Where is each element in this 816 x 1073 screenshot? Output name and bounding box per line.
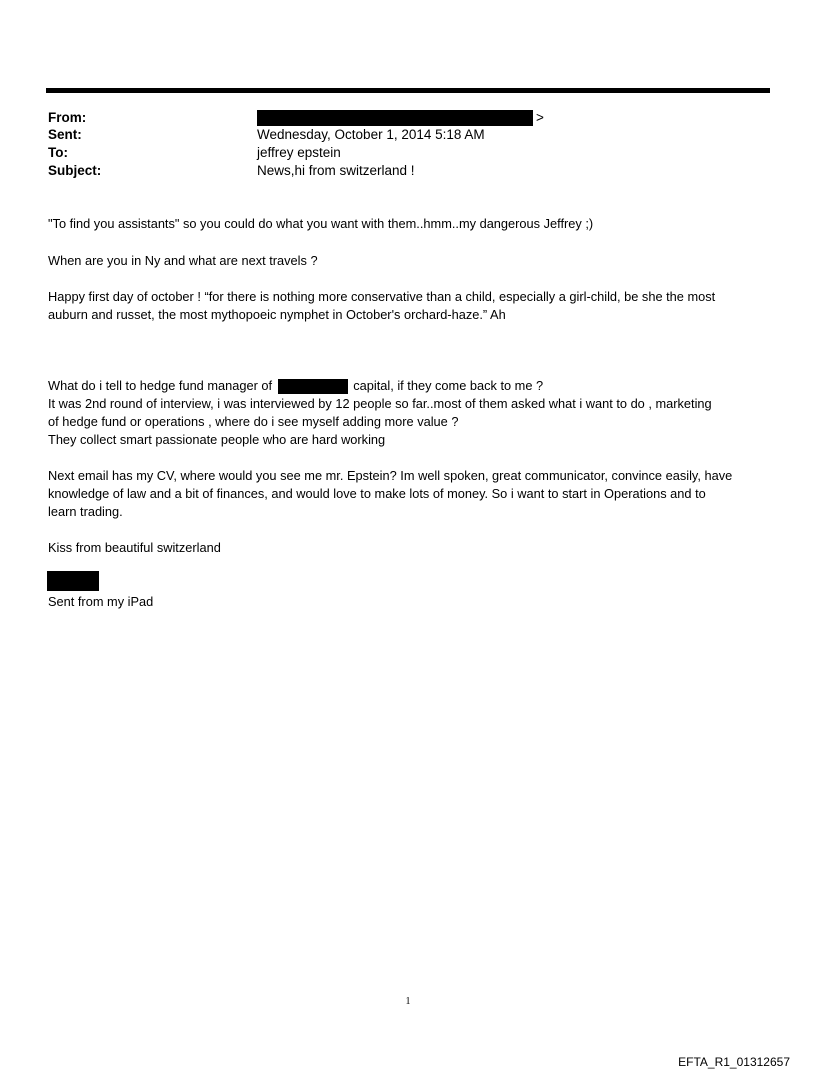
signature-redaction-block — [47, 571, 99, 591]
from-label: From: — [48, 110, 87, 125]
body-paragraph-4-line-1-post: capital, if they come back to me ? — [353, 378, 544, 393]
redaction-block — [278, 379, 348, 394]
to-value: jeffrey epstein — [257, 145, 341, 160]
body-paragraph-5-line-2: knowledge of law and a bit of finances, and would love to make lots of money. So i want to start in Operations and to — [48, 486, 706, 501]
body-paragraph-4-line-1-pre: What do i tell to hedge fund manager of — [48, 378, 273, 393]
body-paragraph-4-line-1 — [48, 377, 778, 395]
sent-label: Sent: — [48, 127, 82, 142]
body-paragraph-5-line-3: learn trading. — [48, 504, 123, 519]
redaction-block — [257, 110, 533, 126]
subject-value: News,hi from switzerland ! — [257, 163, 415, 178]
body-paragraph-5-line-1: Next email has my CV, where would you see me mr. Epstein? Im well spoken, great communicator, convince easily, have — [48, 468, 733, 483]
sent-value: Wednesday, October 1, 2014 5:18 AM — [257, 127, 485, 142]
header-rule — [46, 88, 770, 93]
signature-line: Sent from my iPad — [48, 594, 154, 609]
body-paragraph-3-line-2: auburn and russet, the most mythopoeic nymphet in October's orchard-haze.” Ah — [48, 307, 506, 322]
document-id: EFTA_R1_01312657 — [678, 1055, 790, 1069]
body-paragraph-2: When are you in Ny and what are next travels ? — [48, 253, 318, 268]
body-paragraph-1: "To find you assistants" so you could do what you want with them..hmm..my dangerous Jeffrey ;) — [48, 216, 594, 231]
body-paragraph-6: Kiss from beautiful switzerland — [48, 540, 221, 555]
from-value — [257, 109, 544, 126]
from-suffix: > — [536, 110, 544, 125]
to-label: To: — [48, 145, 68, 160]
subject-label: Subject: — [48, 163, 102, 178]
page-number: 1 — [405, 996, 411, 1007]
body-paragraph-4-line-4: They collect smart passionate people who are hard working — [48, 432, 386, 447]
body-paragraph-4-line-2: It was 2nd round of interview, i was interviewed by 12 people so far..most of them asked what i want to do , marketing — [48, 396, 712, 411]
body-paragraph-4-line-3: of hedge fund or operations , where do i see myself adding more value ? — [48, 414, 459, 429]
body-paragraph-3-line-1: Happy first day of october ! “for there is nothing more conservative than a child, especially a girl-child, be she the most — [48, 289, 716, 304]
